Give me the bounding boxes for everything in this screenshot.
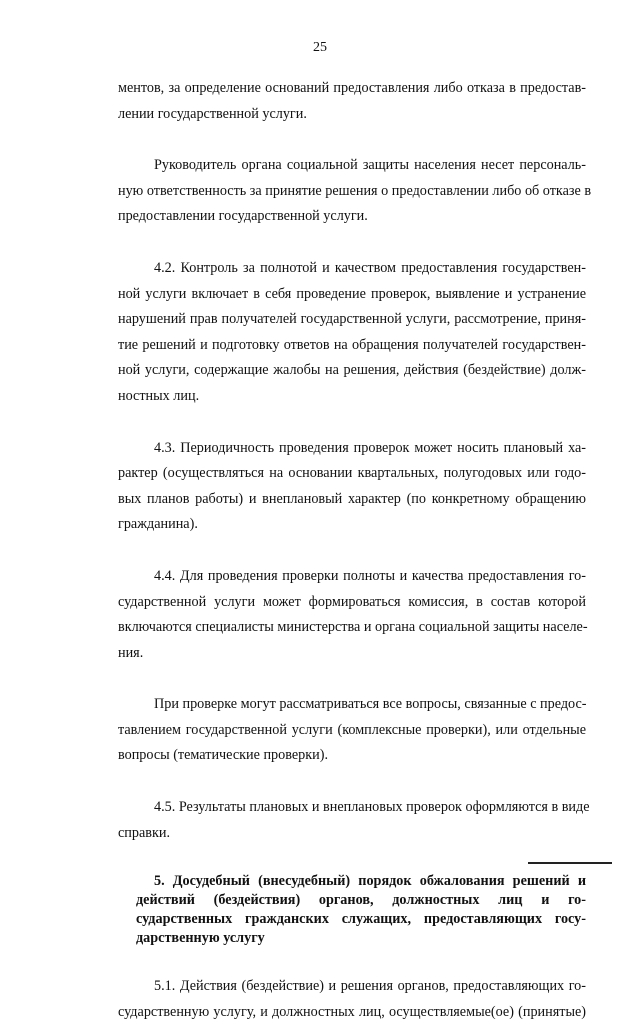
text-line: сударственную услугу, и должностных лиц, осуществляемые(ое) (принятые): [118, 1003, 586, 1020]
body-text: [118, 76, 592, 1025]
heading-line: сударственных гражданских служащих, предоставляющих госу-: [136, 911, 586, 928]
paragraph-4-3: [118, 436, 586, 538]
text-line: 4.4. Для проведения проверки полноты и качества предоставления го-: [154, 567, 586, 584]
text-line: вых планов работы) и внеплановый характер (по конкретному обращению: [118, 490, 586, 507]
text-line: нарушений прав получателей государственной услуги, рассмотрение, приня-: [118, 311, 586, 328]
paragraph-responsibility: [118, 153, 592, 230]
text-line: ностных лиц.: [118, 387, 200, 404]
text-line: 4.5. Результаты плановых и внеплановых проверок оформляются в виде: [154, 799, 590, 816]
text-line: 4.2. Контроль за полнотой и качеством предоставления государствен-: [154, 259, 586, 276]
section-heading: [118, 872, 586, 948]
paragraph-4-5: [118, 795, 590, 846]
text-line: Руководитель органа социальной защиты населения несет персональ-: [154, 157, 586, 174]
text-line: лении государственной услуги.: [118, 105, 307, 122]
text-line: ной услуги, содержащие жалобы на решения, действия (бездействие) долж-: [118, 362, 586, 379]
text-line: включаются специалисты министерства и органа социальной защиты населе-: [118, 619, 588, 636]
text-line: тавлением государственной услуги (комплексные проверки), или отдельные: [118, 721, 586, 738]
heading-line: дарственную услугу: [136, 930, 265, 947]
page-number: 25: [313, 40, 327, 55]
text-line: сударственной услуги может формироваться комиссия, в состав которой: [118, 593, 586, 610]
paragraph-continuation: [118, 76, 586, 127]
text-line: гражданина).: [118, 516, 198, 533]
text-line: вопросы (тематические проверки).: [118, 747, 328, 764]
text-line: ную ответственность за принятие решения о предоставлении либо об отказе в: [118, 182, 592, 199]
paragraph-inspection: [118, 692, 586, 769]
text-line: ния.: [118, 644, 144, 661]
text-line: ментов, за определение оснований предоставления либо отказа в предостав-: [118, 80, 586, 96]
text-line: При проверке могут рассматриваться все вопросы, связанные с предос-: [154, 696, 587, 713]
heading-line: действий (бездействия) органов, должностных лиц и го-: [136, 892, 586, 909]
text-line: ной услуги включает в себя проведение проверок, выявление и устранение: [118, 285, 586, 302]
text-line: 5.1. Действия (бездействие) и решения органов, предоставляющих го-: [154, 978, 586, 995]
text-line: рактер (осуществляться на основании квартальных, полугодовых или годо-: [118, 465, 586, 482]
paragraph-4-2: [118, 256, 586, 410]
paragraph-4-4: [118, 564, 586, 666]
text-line: тие решений и подготовку ответов на обращения получателей государствен-: [118, 336, 586, 353]
heading-line: 5. Досудебный (внесудебный) порядок обжалования решений и: [154, 873, 586, 890]
text-line: 4.3. Периодичность проведения проверок может носить плановый ха-: [154, 439, 586, 456]
paragraph-5-1: [118, 974, 586, 1025]
text-line: предоставлении государственной услуги.: [118, 208, 368, 225]
footer-divider: [528, 862, 612, 864]
text-line: справки.: [118, 824, 171, 841]
